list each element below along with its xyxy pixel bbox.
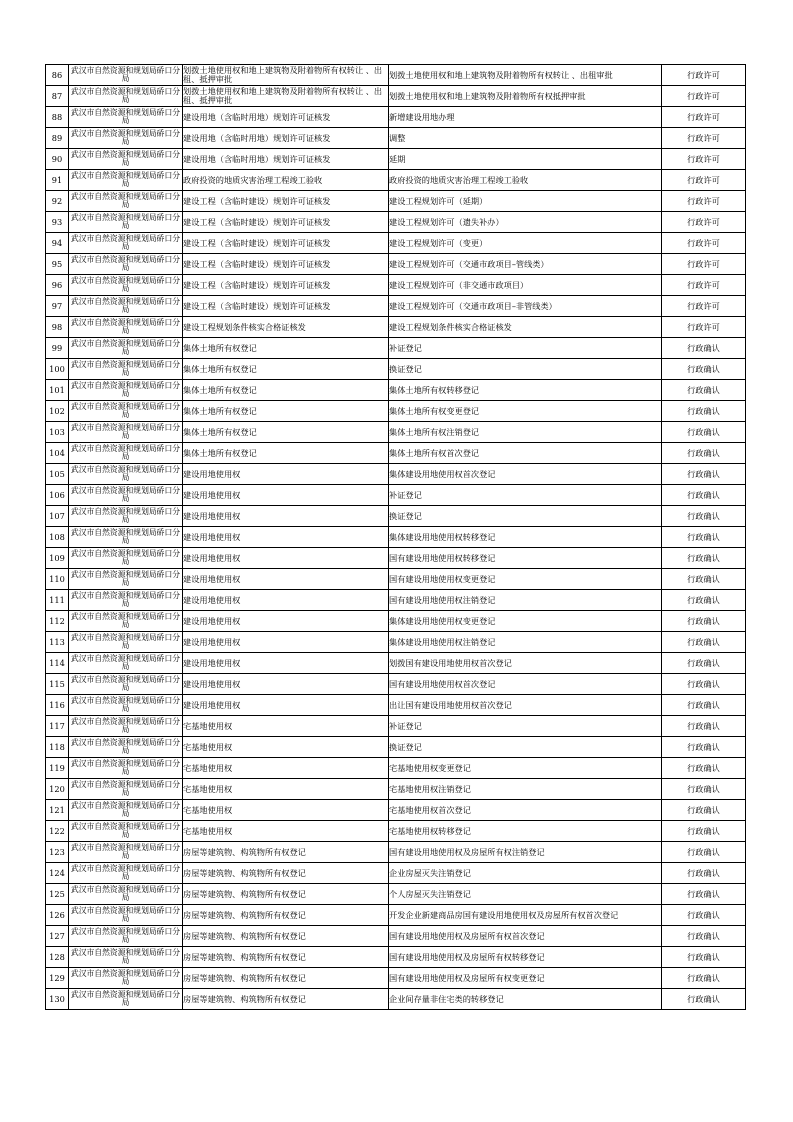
- table-row: [46, 695, 746, 716]
- department-cell: 武汉市自然资源和规划局硚口分局: [69, 842, 183, 863]
- sub-item-cell: 换证登记: [389, 506, 662, 527]
- category-cell: 行政许可: [662, 65, 746, 86]
- row-number: 102: [46, 401, 69, 422]
- table-row: [46, 800, 746, 821]
- item-name-cell: 建设用地使用权: [183, 527, 389, 548]
- item-name-cell: 建设工程（含临时建设）规划许可证核发: [183, 191, 389, 212]
- row-number: 128: [46, 947, 69, 968]
- table-row: [46, 338, 746, 359]
- row-number: 125: [46, 884, 69, 905]
- item-name-cell: 集体土地所有权登记: [183, 422, 389, 443]
- department-cell: 武汉市自然资源和规划局硚口分局: [69, 695, 183, 716]
- category-cell: 行政确认: [662, 611, 746, 632]
- row-number: 115: [46, 674, 69, 695]
- category-cell: 行政确认: [662, 926, 746, 947]
- row-number: 92: [46, 191, 69, 212]
- department-cell: 武汉市自然资源和规划局硚口分局: [69, 674, 183, 695]
- category-cell: 行政确认: [662, 338, 746, 359]
- category-cell: 行政确认: [662, 695, 746, 716]
- department-cell: 武汉市自然资源和规划局硚口分局: [69, 317, 183, 338]
- sub-item-cell: 新增建设用地办理: [389, 107, 662, 128]
- sub-item-cell: 调整: [389, 128, 662, 149]
- table-row: [46, 317, 746, 338]
- category-cell: 行政确认: [662, 653, 746, 674]
- category-cell: 行政确认: [662, 527, 746, 548]
- department-cell: 武汉市自然资源和规划局硚口分局: [69, 968, 183, 989]
- department-cell: 武汉市自然资源和规划局硚口分局: [69, 233, 183, 254]
- category-cell: 行政确认: [662, 968, 746, 989]
- row-number: 100: [46, 359, 69, 380]
- category-cell: 行政许可: [662, 86, 746, 107]
- department-cell: 武汉市自然资源和规划局硚口分局: [69, 443, 183, 464]
- table-row: [46, 422, 746, 443]
- item-name-cell: 建设工程（含临时建设）规划许可证核发: [183, 212, 389, 233]
- category-cell: 行政确认: [662, 443, 746, 464]
- category-cell: 行政许可: [662, 149, 746, 170]
- category-cell: 行政确认: [662, 590, 746, 611]
- sub-item-cell: 建设工程规划许可（遗失补办）: [389, 212, 662, 233]
- sub-item-cell: 集体土地所有权转移登记: [389, 380, 662, 401]
- item-name-cell: 建设用地（含临时用地）规划许可证核发: [183, 107, 389, 128]
- department-cell: 武汉市自然资源和规划局硚口分局: [69, 296, 183, 317]
- category-cell: 行政许可: [662, 170, 746, 191]
- department-cell: 武汉市自然资源和规划局硚口分局: [69, 611, 183, 632]
- sub-item-cell: 建设工程规划许可（非交通市政项目）: [389, 275, 662, 296]
- item-name-cell: 房屋等建筑物、构筑物所有权登记: [183, 947, 389, 968]
- category-cell: 行政许可: [662, 254, 746, 275]
- item-name-cell: 宅基地使用权: [183, 737, 389, 758]
- row-number: 90: [46, 149, 69, 170]
- category-cell: 行政确认: [662, 737, 746, 758]
- department-cell: 武汉市自然资源和规划局硚口分局: [69, 527, 183, 548]
- department-cell: 武汉市自然资源和规划局硚口分局: [69, 779, 183, 800]
- sub-item-cell: 建设工程规划条件核实合格证核发: [389, 317, 662, 338]
- category-cell: 行政确认: [662, 779, 746, 800]
- item-name-cell: 宅基地使用权: [183, 821, 389, 842]
- item-name-cell: 建设用地使用权: [183, 485, 389, 506]
- item-name-cell: 房屋等建筑物、构筑物所有权登记: [183, 968, 389, 989]
- row-number: 94: [46, 233, 69, 254]
- sub-item-cell: 个人房屋灭失注销登记: [389, 884, 662, 905]
- item-name-cell: 房屋等建筑物、构筑物所有权登记: [183, 905, 389, 926]
- department-cell: 武汉市自然资源和规划局硚口分局: [69, 380, 183, 401]
- sub-item-cell: 延期: [389, 149, 662, 170]
- category-cell: 行政许可: [662, 296, 746, 317]
- sub-item-cell: 补证登记: [389, 338, 662, 359]
- sub-item-cell: 企业房屋灭失注销登记: [389, 863, 662, 884]
- item-name-cell: 建设用地（含临时用地）规划许可证核发: [183, 149, 389, 170]
- table-row: [46, 674, 746, 695]
- table-row: [46, 65, 746, 86]
- row-number: 112: [46, 611, 69, 632]
- table-row: [46, 527, 746, 548]
- department-cell: 武汉市自然资源和规划局硚口分局: [69, 149, 183, 170]
- table-row: [46, 191, 746, 212]
- row-number: 95: [46, 254, 69, 275]
- table-row: [46, 884, 746, 905]
- table-row: [46, 296, 746, 317]
- row-number: 98: [46, 317, 69, 338]
- table-row: [46, 380, 746, 401]
- row-number: 105: [46, 464, 69, 485]
- sub-item-cell: 国有建设用地使用权及房屋所有权变更登记: [389, 968, 662, 989]
- item-name-cell: 建设用地使用权: [183, 464, 389, 485]
- department-cell: 武汉市自然资源和规划局硚口分局: [69, 359, 183, 380]
- row-number: 86: [46, 65, 69, 86]
- department-cell: 武汉市自然资源和规划局硚口分局: [69, 716, 183, 737]
- table-row: [46, 170, 746, 191]
- table-row: [46, 779, 746, 800]
- item-name-cell: 集体土地所有权登记: [183, 338, 389, 359]
- category-cell: 行政许可: [662, 212, 746, 233]
- table-row: [46, 611, 746, 632]
- row-number: 117: [46, 716, 69, 737]
- category-cell: 行政确认: [662, 632, 746, 653]
- table-row: [46, 716, 746, 737]
- sub-item-cell: 集体土地所有权注销登记: [389, 422, 662, 443]
- department-cell: 武汉市自然资源和规划局硚口分局: [69, 338, 183, 359]
- table-row: [46, 821, 746, 842]
- category-cell: 行政确认: [662, 716, 746, 737]
- row-number: 104: [46, 443, 69, 464]
- item-name-cell: 划拨土地使用权和地上建筑物及附着物所有权转让 、出租、抵押审批: [183, 86, 389, 107]
- table-row: [46, 128, 746, 149]
- department-cell: 武汉市自然资源和规划局硚口分局: [69, 905, 183, 926]
- category-cell: 行政许可: [662, 191, 746, 212]
- item-name-cell: 宅基地使用权: [183, 716, 389, 737]
- table-row: [46, 86, 746, 107]
- category-cell: 行政确认: [662, 842, 746, 863]
- department-cell: 武汉市自然资源和规划局硚口分局: [69, 737, 183, 758]
- sub-item-cell: 划拨国有建设用地使用权首次登记: [389, 653, 662, 674]
- category-cell: 行政确认: [662, 800, 746, 821]
- item-name-cell: 集体土地所有权登记: [183, 380, 389, 401]
- department-cell: 武汉市自然资源和规划局硚口分局: [69, 569, 183, 590]
- item-name-cell: 建设用地使用权: [183, 611, 389, 632]
- row-number: 93: [46, 212, 69, 233]
- table-row: [46, 989, 746, 1010]
- row-number: 130: [46, 989, 69, 1010]
- department-cell: 武汉市自然资源和规划局硚口分局: [69, 464, 183, 485]
- table-row: [46, 947, 746, 968]
- item-name-cell: 建设用地使用权: [183, 674, 389, 695]
- row-number: 108: [46, 527, 69, 548]
- row-number: 97: [46, 296, 69, 317]
- item-name-cell: 建设用地使用权: [183, 653, 389, 674]
- row-number: 111: [46, 590, 69, 611]
- item-name-cell: 房屋等建筑物、构筑物所有权登记: [183, 926, 389, 947]
- sub-item-cell: 划拨土地使用权和地上建筑物及附着物所有权抵押审批: [389, 86, 662, 107]
- item-name-cell: 划拨土地使用权和地上建筑物及附着物所有权转让 、出租、抵押审批: [183, 65, 389, 86]
- table-row: [46, 737, 746, 758]
- category-cell: 行政确认: [662, 758, 746, 779]
- sub-item-cell: 建设工程规划许可（变更）: [389, 233, 662, 254]
- department-cell: 武汉市自然资源和规划局硚口分局: [69, 506, 183, 527]
- table-body: [46, 65, 746, 1010]
- sub-item-cell: 建设工程规划许可（交通市政项目–非管线类）: [389, 296, 662, 317]
- department-cell: 武汉市自然资源和规划局硚口分局: [69, 758, 183, 779]
- sub-item-cell: 换证登记: [389, 359, 662, 380]
- table-row: [46, 548, 746, 569]
- department-cell: 武汉市自然资源和规划局硚口分局: [69, 884, 183, 905]
- item-name-cell: 集体土地所有权登记: [183, 359, 389, 380]
- row-number: 88: [46, 107, 69, 128]
- table-row: [46, 359, 746, 380]
- department-cell: 武汉市自然资源和规划局硚口分局: [69, 422, 183, 443]
- item-name-cell: 建设用地使用权: [183, 506, 389, 527]
- table-row: [46, 863, 746, 884]
- sub-item-cell: 集体建设用地使用权注销登记: [389, 632, 662, 653]
- item-name-cell: 建设用地使用权: [183, 632, 389, 653]
- row-number: 106: [46, 485, 69, 506]
- sub-item-cell: 集体建设用地使用权变更登记: [389, 611, 662, 632]
- row-number: 101: [46, 380, 69, 401]
- department-cell: 武汉市自然资源和规划局硚口分局: [69, 191, 183, 212]
- category-cell: 行政确认: [662, 464, 746, 485]
- row-number: 103: [46, 422, 69, 443]
- row-number: 113: [46, 632, 69, 653]
- sub-item-cell: 宅基地使用权注销登记: [389, 779, 662, 800]
- category-cell: 行政确认: [662, 863, 746, 884]
- sub-item-cell: 集体土地所有权变更登记: [389, 401, 662, 422]
- item-name-cell: 建设用地使用权: [183, 548, 389, 569]
- item-name-cell: 建设用地使用权: [183, 695, 389, 716]
- sub-item-cell: 宅基地使用权变更登记: [389, 758, 662, 779]
- row-number: 127: [46, 926, 69, 947]
- row-number: 114: [46, 653, 69, 674]
- table-row: [46, 212, 746, 233]
- sub-item-cell: 国有建设用地使用权及房屋所有权首次登记: [389, 926, 662, 947]
- sub-item-cell: 国有建设用地使用权及房屋所有权注销登记: [389, 842, 662, 863]
- row-number: 119: [46, 758, 69, 779]
- table-row: [46, 758, 746, 779]
- department-cell: 武汉市自然资源和规划局硚口分局: [69, 212, 183, 233]
- item-name-cell: 集体土地所有权登记: [183, 443, 389, 464]
- sub-item-cell: 开发企业新建商品房国有建设用地使用权及房屋所有权首次登记: [389, 905, 662, 926]
- item-name-cell: 建设工程（含临时建设）规划许可证核发: [183, 275, 389, 296]
- sub-item-cell: 建设工程规划许可（交通市政项目–管线类）: [389, 254, 662, 275]
- category-cell: 行政许可: [662, 317, 746, 338]
- row-number: 120: [46, 779, 69, 800]
- item-name-cell: 建设用地使用权: [183, 590, 389, 611]
- sub-item-cell: 企业间存量非住宅类的转移登记: [389, 989, 662, 1010]
- category-cell: 行政确认: [662, 989, 746, 1010]
- sub-item-cell: 国有建设用地使用权首次登记: [389, 674, 662, 695]
- row-number: 121: [46, 800, 69, 821]
- item-name-cell: 建设工程（含临时建设）规划许可证核发: [183, 254, 389, 275]
- item-name-cell: 建设工程规划条件核实合格证核发: [183, 317, 389, 338]
- sub-item-cell: 补证登记: [389, 485, 662, 506]
- row-number: 109: [46, 548, 69, 569]
- sub-item-cell: 宅基地使用权首次登记: [389, 800, 662, 821]
- sub-item-cell: 划拨土地使用权和地上建筑物及附着物所有权转让 、出租审批: [389, 65, 662, 86]
- table-row: [46, 968, 746, 989]
- item-name-cell: 房屋等建筑物、构筑物所有权登记: [183, 863, 389, 884]
- table-row: [46, 590, 746, 611]
- item-name-cell: 宅基地使用权: [183, 800, 389, 821]
- row-number: 129: [46, 968, 69, 989]
- sub-item-cell: 集体建设用地使用权首次登记: [389, 464, 662, 485]
- department-cell: 武汉市自然资源和规划局硚口分局: [69, 170, 183, 191]
- row-number: 99: [46, 338, 69, 359]
- category-cell: 行政确认: [662, 380, 746, 401]
- row-number: 124: [46, 863, 69, 884]
- items-table: [45, 64, 746, 1010]
- category-cell: 行政许可: [662, 275, 746, 296]
- table-row: [46, 275, 746, 296]
- row-number: 89: [46, 128, 69, 149]
- category-cell: 行政确认: [662, 905, 746, 926]
- department-cell: 武汉市自然资源和规划局硚口分局: [69, 548, 183, 569]
- category-cell: 行政确认: [662, 884, 746, 905]
- category-cell: 行政确认: [662, 485, 746, 506]
- category-cell: 行政确认: [662, 422, 746, 443]
- category-cell: 行政确认: [662, 548, 746, 569]
- category-cell: 行政确认: [662, 821, 746, 842]
- item-name-cell: 宅基地使用权: [183, 758, 389, 779]
- department-cell: 武汉市自然资源和规划局硚口分局: [69, 65, 183, 86]
- department-cell: 武汉市自然资源和规划局硚口分局: [69, 632, 183, 653]
- category-cell: 行政许可: [662, 128, 746, 149]
- row-number: 110: [46, 569, 69, 590]
- department-cell: 武汉市自然资源和规划局硚口分局: [69, 863, 183, 884]
- row-number: 91: [46, 170, 69, 191]
- department-cell: 武汉市自然资源和规划局硚口分局: [69, 821, 183, 842]
- item-name-cell: 建设工程（含临时建设）规划许可证核发: [183, 233, 389, 254]
- row-number: 107: [46, 506, 69, 527]
- sub-item-cell: 建设工程规划许可（延期）: [389, 191, 662, 212]
- row-number: 118: [46, 737, 69, 758]
- department-cell: 武汉市自然资源和规划局硚口分局: [69, 485, 183, 506]
- sub-item-cell: 换证登记: [389, 737, 662, 758]
- item-name-cell: 宅基地使用权: [183, 779, 389, 800]
- department-cell: 武汉市自然资源和规划局硚口分局: [69, 653, 183, 674]
- table-row: [46, 632, 746, 653]
- department-cell: 武汉市自然资源和规划局硚口分局: [69, 947, 183, 968]
- category-cell: 行政许可: [662, 107, 746, 128]
- table-row: [46, 107, 746, 128]
- item-name-cell: 建设工程（含临时建设）规划许可证核发: [183, 296, 389, 317]
- item-name-cell: 集体土地所有权登记: [183, 401, 389, 422]
- category-cell: 行政许可: [662, 233, 746, 254]
- item-name-cell: 房屋等建筑物、构筑物所有权登记: [183, 884, 389, 905]
- category-cell: 行政确认: [662, 674, 746, 695]
- sub-item-cell: 国有建设用地使用权及房屋所有权转移登记: [389, 947, 662, 968]
- department-cell: 武汉市自然资源和规划局硚口分局: [69, 401, 183, 422]
- row-number: 126: [46, 905, 69, 926]
- sub-item-cell: 集体建设用地使用权转移登记: [389, 527, 662, 548]
- item-name-cell: 房屋等建筑物、构筑物所有权登记: [183, 842, 389, 863]
- item-name-cell: 建设用地使用权: [183, 569, 389, 590]
- category-cell: 行政确认: [662, 359, 746, 380]
- department-cell: 武汉市自然资源和规划局硚口分局: [69, 590, 183, 611]
- item-name-cell: 政府投资的地质灾害治理工程竣工验收: [183, 170, 389, 191]
- table-row: [46, 485, 746, 506]
- row-number: 122: [46, 821, 69, 842]
- table-row: [46, 401, 746, 422]
- sub-item-cell: 国有建设用地使用权转移登记: [389, 548, 662, 569]
- sub-item-cell: 出让国有建设用地使用权首次登记: [389, 695, 662, 716]
- table-row: [46, 926, 746, 947]
- department-cell: 武汉市自然资源和规划局硚口分局: [69, 926, 183, 947]
- item-name-cell: 房屋等建筑物、构筑物所有权登记: [183, 989, 389, 1010]
- table-row: [46, 569, 746, 590]
- sub-item-cell: 补证登记: [389, 716, 662, 737]
- sub-item-cell: 政府投资的地质灾害治理工程竣工验收: [389, 170, 662, 191]
- row-number: 96: [46, 275, 69, 296]
- table-row: [46, 506, 746, 527]
- row-number: 123: [46, 842, 69, 863]
- department-cell: 武汉市自然资源和规划局硚口分局: [69, 800, 183, 821]
- table-row: [46, 464, 746, 485]
- sub-item-cell: 国有建设用地使用权注销登记: [389, 590, 662, 611]
- table-row: [46, 443, 746, 464]
- department-cell: 武汉市自然资源和规划局硚口分局: [69, 275, 183, 296]
- table-row: [46, 842, 746, 863]
- department-cell: 武汉市自然资源和规划局硚口分局: [69, 86, 183, 107]
- department-cell: 武汉市自然资源和规划局硚口分局: [69, 107, 183, 128]
- department-cell: 武汉市自然资源和规划局硚口分局: [69, 989, 183, 1010]
- department-cell: 武汉市自然资源和规划局硚口分局: [69, 254, 183, 275]
- row-number: 87: [46, 86, 69, 107]
- item-name-cell: 建设用地（含临时用地）规划许可证核发: [183, 128, 389, 149]
- row-number: 116: [46, 695, 69, 716]
- sub-item-cell: 宅基地使用权转移登记: [389, 821, 662, 842]
- sub-item-cell: 国有建设用地使用权变更登记: [389, 569, 662, 590]
- table-row: [46, 905, 746, 926]
- department-cell: 武汉市自然资源和规划局硚口分局: [69, 128, 183, 149]
- category-cell: 行政确认: [662, 947, 746, 968]
- table-row: [46, 149, 746, 170]
- table-row: [46, 653, 746, 674]
- table-row: [46, 254, 746, 275]
- sub-item-cell: 集体土地所有权首次登记: [389, 443, 662, 464]
- category-cell: 行政确认: [662, 506, 746, 527]
- category-cell: 行政确认: [662, 401, 746, 422]
- category-cell: 行政确认: [662, 569, 746, 590]
- table-row: [46, 233, 746, 254]
